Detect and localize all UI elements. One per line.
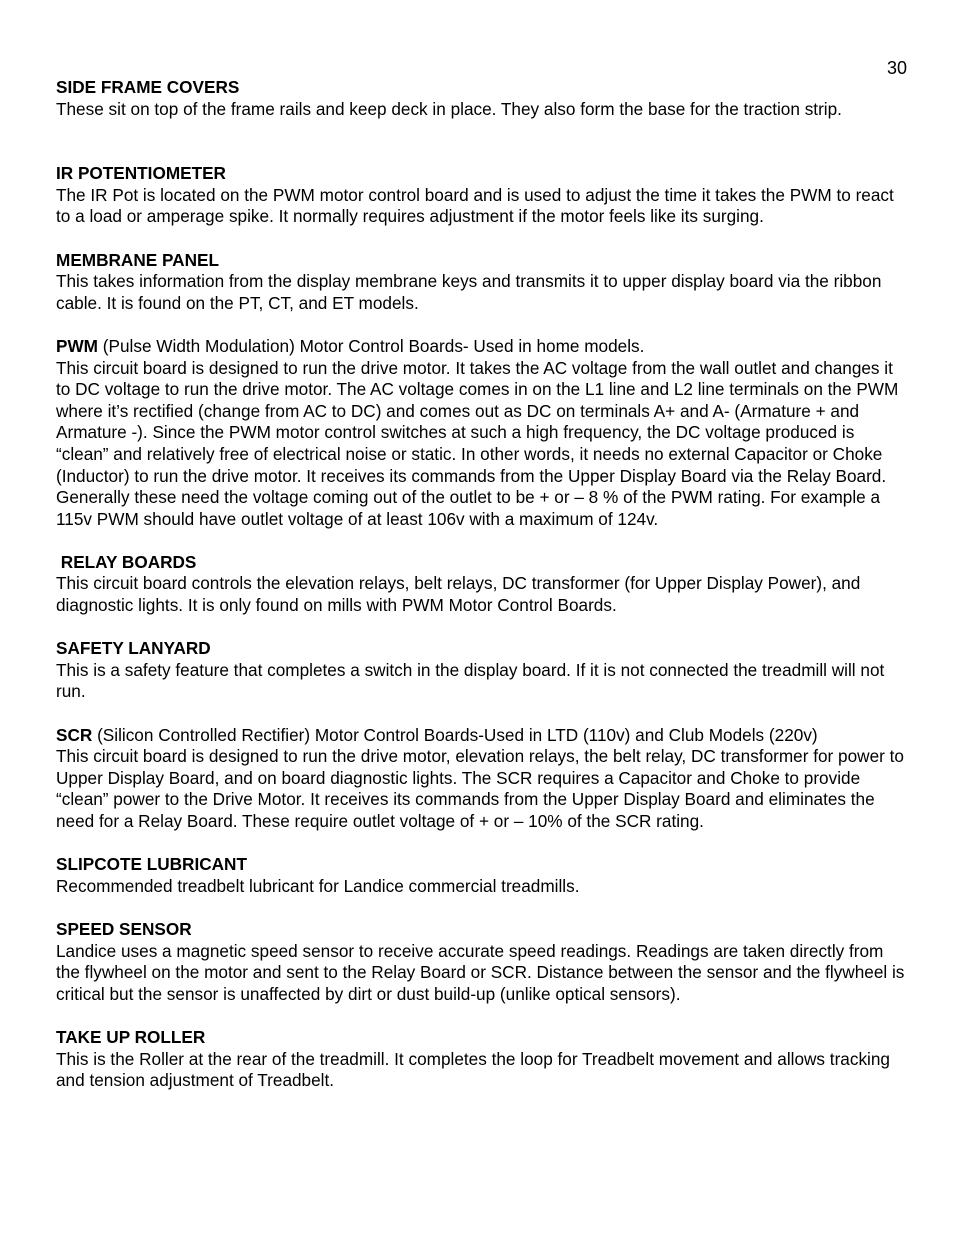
entry-heading: SPEED SENSOR — [56, 918, 192, 939]
entry-body: These sit on top of the frame rails and keep deck in place. They also form the base for the traction strip. — [56, 98, 842, 119]
entry-heading: SLIPCOTE LUBRICANT — [56, 854, 247, 875]
entry-heading: SIDE FRAME COVERS — [56, 77, 240, 97]
entry-heading-line — [56, 725, 906, 747]
entry-membrane-panel — [56, 250, 906, 315]
entry-heading: RELAY BOARDS — [56, 551, 197, 572]
entry-heading: PWM — [56, 335, 99, 356]
entry-scr — [56, 725, 906, 833]
entry-heading-line — [56, 919, 906, 941]
entry-heading-line — [56, 163, 906, 185]
entry-heading-line — [56, 638, 906, 660]
entry-body: This circuit board is designed to run the drive motor. It takes the AC voltage from the wall outlet and changes it to DC voltage to run the drive motor. The AC voltage comes in on the L1 line and L2 line terminals on the PWM where it’s rectified (change from AC to DC) and comes out as DC on terminals A+ and A- (Armature + and Armature -). Since the PWM motor control switches at such a high frequency, the DC voltage produced is “clean” and relatively free of electrical noise or static. In other words, it needs no external Capacitor or Choke (Inductor) to run the drive motor. It receives its commands from the Upper Display Board via the Relay Board. Generally these need the voltage coming out of the outlet to be + or – 8 % of the PWM rating. For example a 115v PWM should have outlet voltage of at least 106v with a maximum of 124v. — [56, 357, 899, 529]
entry-heading-line — [56, 854, 906, 876]
entry-safety-lanyard — [56, 638, 906, 703]
entry-ir-potentiometer — [56, 163, 906, 228]
entry-heading-line — [56, 336, 906, 358]
entry-heading-line — [56, 552, 906, 574]
entry-side-frame-covers — [56, 77, 906, 120]
entry-heading: SAFETY LANYARD — [56, 638, 211, 659]
entry-body: Recommended treadbelt lubricant for Landice commercial treadmills. — [56, 875, 580, 896]
entry-heading: MEMBRANE PANEL — [56, 249, 219, 270]
entry-heading: SCR — [56, 724, 93, 745]
entry-body: Landice uses a magnetic speed sensor to receive accurate speed readings. Readings are taken directly from the flywheel on the motor and sent to the Relay Board or SCR. Distance between the sensor and the flywheel is critical but the sensor is unaffected by dirt or dust build-up (unlike optical sensors). — [56, 940, 905, 1004]
entry-take-up-roller — [56, 1027, 906, 1092]
entry-speed-sensor — [56, 919, 906, 1005]
entry-heading-suffix: (Silicon Controlled Rectifier) Motor Control Boards-Used in LTD (110v) and Club Models (220v) — [92, 724, 818, 745]
entry-body: This takes information from the display membrane keys and transmits it to upper display board via the ribbon cable. It is found on the PT, CT, and ET models. — [56, 271, 882, 313]
glossary-content — [56, 77, 906, 1092]
entry-heading-suffix: (Pulse Width Modulation) Motor Control Boards- Used in home models. — [98, 335, 645, 356]
entry-body: The IR Pot is located on the PWM motor control board and is used to adjust the time it takes the PWM to react to a load or amperage spike. It normally requires adjustment if the motor feels like its surging. — [56, 184, 894, 227]
entry-relay-boards — [56, 552, 906, 617]
entry-heading: TAKE UP ROLLER — [56, 1026, 206, 1047]
entry-heading-line — [56, 250, 906, 272]
entry-body: This circuit board is designed to run the drive motor, elevation relays, the belt relay, DC transformer for power to Upper Display Board, and on board diagnostic lights. The SCR requires a Capacitor and Choke to provide “clean” power to the Drive Motor. It receives its commands from the Upper Display Board and eliminates the need for a Relay Board. These require outlet voltage of + or – 10% of the SCR rating. — [56, 746, 904, 831]
entry-body: This circuit board controls the elevation relays, belt relays, DC transformer (for Upper Display Power), and diagnostic lights. It is only found on mills with PWM Motor Control Boards. — [56, 573, 861, 616]
entry-heading: IR POTENTIOMETER — [56, 163, 226, 184]
entry-heading-line — [56, 77, 906, 99]
entry-pwm — [56, 336, 906, 530]
entry-body: This is a safety feature that completes a switch in the display board. If it is not connected the treadmill will not run. — [56, 659, 885, 702]
page-number: 30 — [886, 58, 907, 78]
entry-body: This is the Roller at the rear of the treadmill. It completes the loop for Treadbelt movement and allows tracking and tension adjustment of Treadbelt. — [56, 1048, 890, 1091]
entry-slipcote-lubricant — [56, 854, 906, 897]
entry-heading-line — [56, 1027, 906, 1049]
